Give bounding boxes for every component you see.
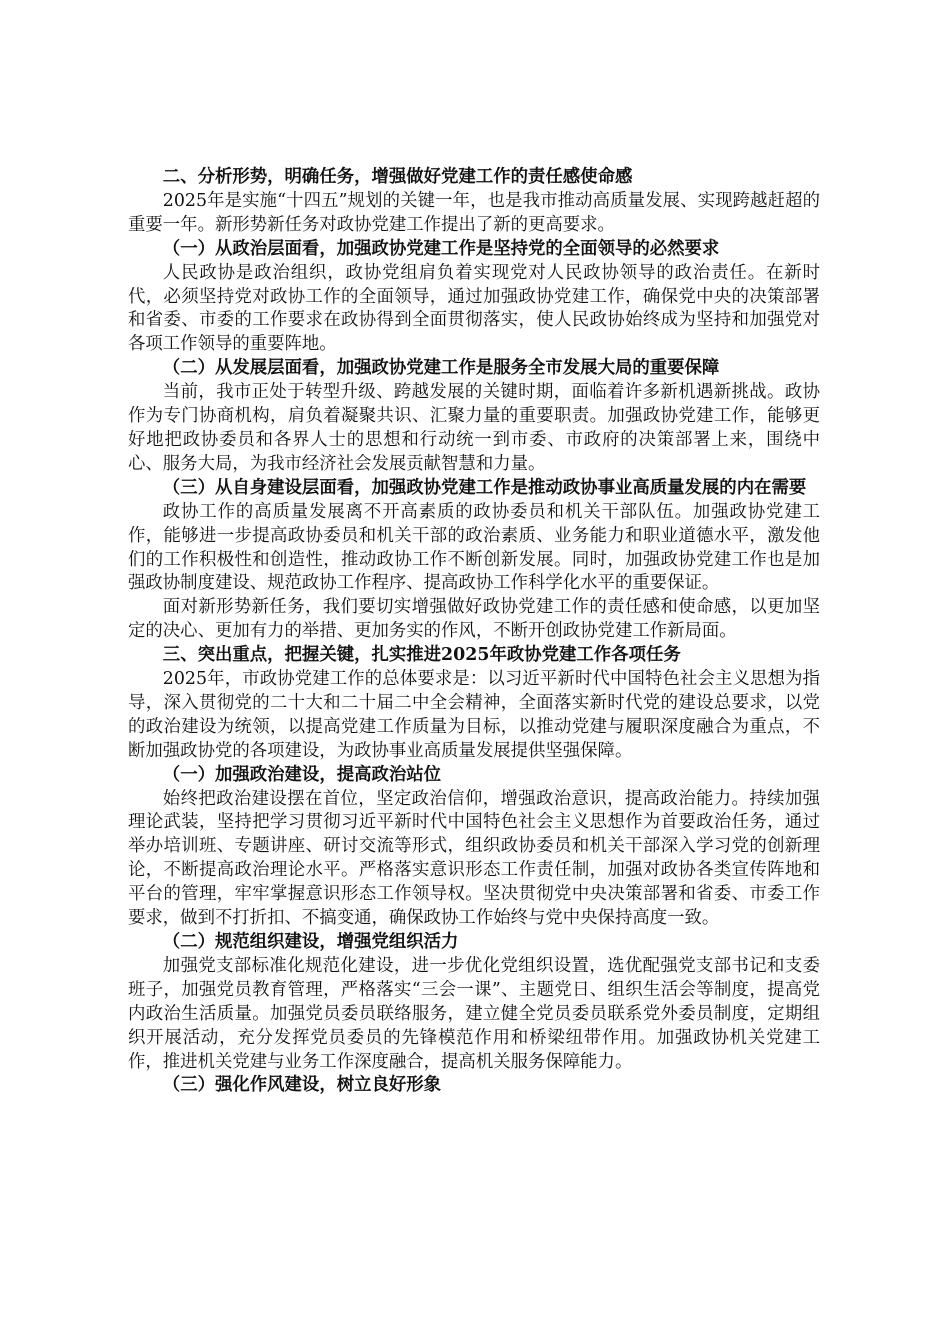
subsection-heading-3-1: （一）加强政治建设，提高政治站位 [162, 764, 442, 785]
subsection-heading-2-1: （一）从政治层面看，加强政协党建工作是坚持党的全面领导的必然要求 [162, 238, 720, 259]
paragraph: 始终把政治建设摆在首位，坚定政治信仰，增强政治意识，提高政治能力。持续加强理论武装，坚持把学习贯彻习近平新时代中国特色社会主义思想作为首要政治任务，通过举办培训班、专题讲座、研讨交流等形式，组织政协委员和机关干部深入学习党的创新理论，不断提高政治理论水平。严格落实意识形态工作责任制，加强对政协各类宣传阵地和平台的管理，牢牢掌握意识形态工作领导权。坚决贯彻党中央决策部署和省委、市委工作要求，做到不打折扣、不搞变通，确保政协工作始终与党中央保持高度一致。 [128, 788, 820, 929]
paragraph: 当前，我市正处于转型升级、跨越发展的关键时期，面临着许多新机遇新挑战。政协作为专门协商机构，肩负着凝聚共识、汇聚力量的重要职责。加强政协党建工作，能够更好地把政协委员和各界人士的思想和行动统一到市委、市政府的决策部署上来，围绕中心、服务大局，为我市经济社会发展贡献智慧和力量。 [128, 382, 820, 474]
paragraph: 政协工作的高质量发展离不开高素质的政协委员和机关干部队伍。加强政协党建工作，能够进一步提高政协委员和机关干部的政治素质、业务能力和职业道德水平，激发他们的工作积极性和创造性，推动政协工作不断创新发展。同时，加强政协党建工作也是加强政协制度建设、规范政协工作程序、提高政协工作科学化水平的重要保证。 [128, 501, 820, 594]
paragraph: 人民政协是政治组织，政协党组肩负着实现党对人民政协领导的政治责任。在新时代，必须坚持党对政协工作的全面领导，通过加强政协党建工作，确保党中央的决策部署和省委、市委的工作要求在政协得到全面贯彻落实，使人民政协始终成为坚持和加强党对各项工作领导的重要阵地。 [128, 262, 820, 355]
subsection-heading-3-2: （二）规范组织建设，增强党组织活力 [162, 932, 459, 952]
paragraph: 面对新形势新任务，我们要切实增强做好政协党建工作的责任感和使命感，以更加坚定的决心、更加有力的举措、更加务实的作风，不断开创政协党建工作新局面。 [128, 597, 820, 642]
paragraph: 2025年是实施“十四五”规划的关键一年，也是我市推动高质量发展、实现跨越赶超的重要一年。新形势新任务对政协党建工作提出了新的更高要求。 [128, 190, 820, 235]
section-heading-2: 二、分析形势，明确任务，增强做好党建工作的责任感使命感 [162, 167, 633, 187]
document-body [128, 166, 820, 1098]
paragraph: 加强党支部标准化规范化建设，进一步优化党组织设置，选优配强党支部书记和支委班子，加强党员教育管理，严格落实“三会一课”、主题党日、组织生活会等制度，提高党内政治生活质量。加强党员委员联络服务，建立健全党员委员联系党外委员制度，定期组织开展活动，充分发挥党员委员的先锋模范作用和桥梁纽带作用。加强政协机关党建工作，推进机关党建与业务工作深度融合，提高机关服务保障能力。 [128, 955, 820, 1072]
subsection-heading-3-3: （三）强化作风建设，树立良好形象 [162, 1075, 442, 1096]
subsection-heading-2-2: （二）从发展层面看，加强政协党建工作是服务全市发展大局的重要保障 [162, 358, 720, 379]
section-heading-3: 三、突出重点，把握关键，扎实推进2025年政协党建工作各项任务 [162, 645, 681, 666]
subsection-heading-2-3: （三）从自身建设层面看，加强政协党建工作是推动政协事业高质量发展的内在需要 [162, 477, 807, 498]
paragraph: 2025年，市政协党建工作的总体要求是：以习近平新时代中国特色社会主义思想为指导，深入贯彻党的二十大和二十届二中全会精神，全面落实新时代党的建设总要求，以党的政治建设为统领，以提高党建工作质量为目标，以推动党建与履职深度融合为重点，不断加强政协党的各项建设，为政协事业高质量发展提供坚强保障。 [128, 669, 820, 761]
